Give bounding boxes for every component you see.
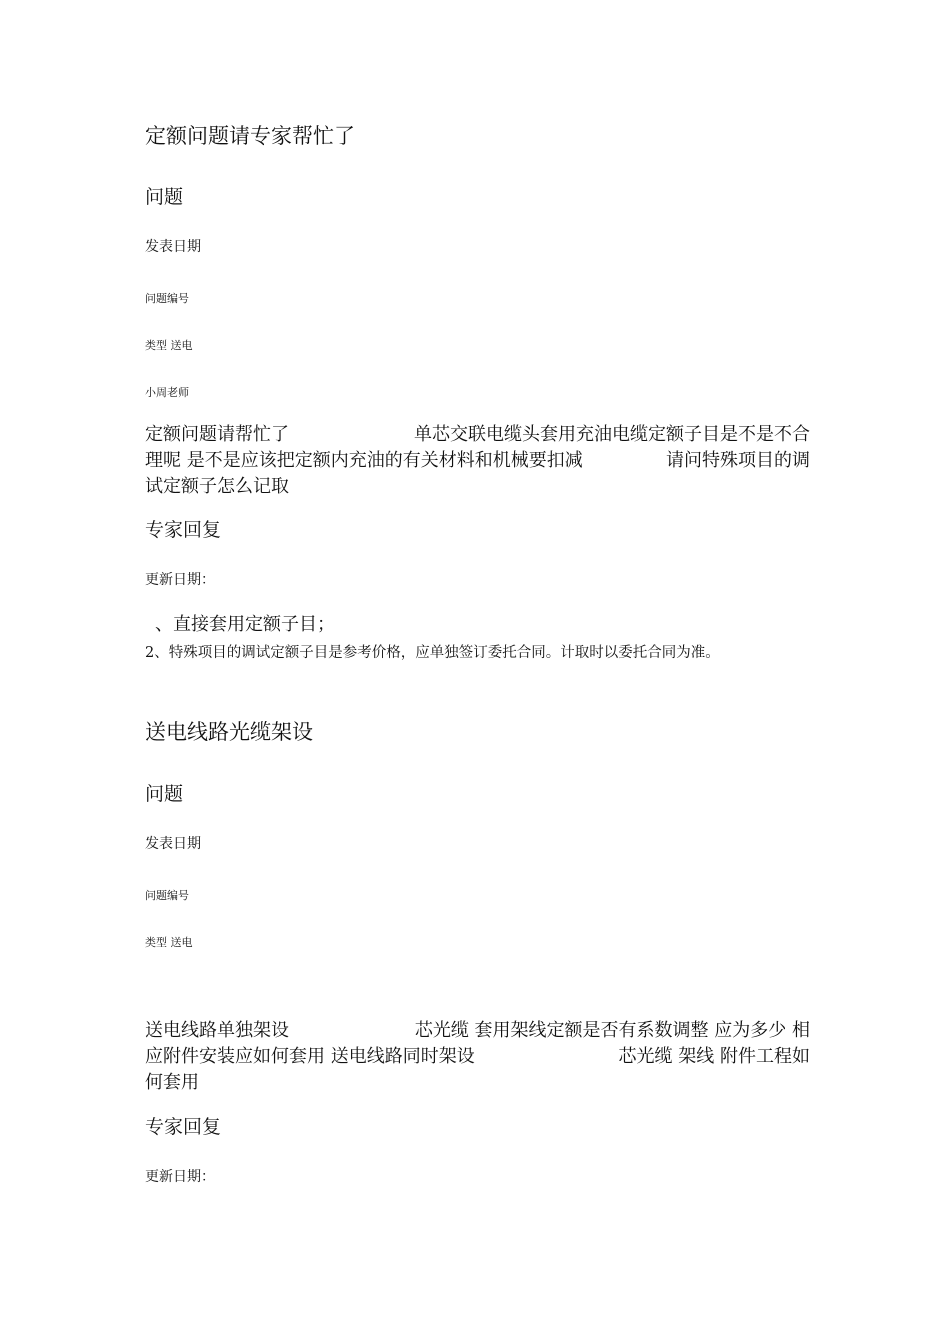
- section1-answer-1: 、直接套用定额子目；: [155, 614, 335, 635]
- section1-number-label: 问题编号: [145, 292, 189, 305]
- body-text: 何套用: [145, 1072, 199, 1093]
- body-line: [145, 474, 810, 500]
- body-line: [145, 1044, 810, 1070]
- section1-question-body: [145, 422, 810, 500]
- body-line: [145, 448, 810, 474]
- section1-date-label: 发表日期: [145, 239, 201, 255]
- section2-date-label: 发表日期: [145, 836, 201, 852]
- body-text: 定额问题请帮忙了: [145, 424, 289, 445]
- section1-author: 小周老师: [145, 386, 189, 399]
- section1-answer-2: 2、特殊项目的调试定额子目是参考价格，应单独签订委托合同。计取时以委托合同为准。: [145, 645, 720, 661]
- body-line: [145, 1018, 810, 1044]
- section2-question-label: 问题: [145, 783, 184, 805]
- section1-question-label: 问题: [145, 186, 184, 208]
- body-text: 芯光缆 套用架线定额是否有系数调整 应为多少 相: [414, 1020, 810, 1041]
- section2-number-label: 问题编号: [145, 889, 189, 902]
- section2-question-body: [145, 1018, 810, 1096]
- body-line: [145, 422, 810, 448]
- body-text: 送电线路单独架设: [145, 1020, 289, 1041]
- body-text: 试定额子怎么记取: [145, 476, 289, 497]
- body-text: 请问特殊项目的调: [666, 450, 810, 471]
- section2-reply-label: 专家回复: [145, 1116, 222, 1138]
- section1-reply-label: 专家回复: [145, 519, 222, 541]
- section1-title: 定额问题请专家帮忙了: [145, 124, 355, 148]
- section2-title: 送电线路光缆架设: [145, 720, 313, 744]
- section1-type-label: 类型 送电: [145, 339, 193, 352]
- body-line: [145, 1070, 810, 1096]
- section1-update-label: 更新日期：: [145, 572, 215, 588]
- body-text: 芯光缆 架线 附件工程如: [618, 1046, 810, 1067]
- body-text: 应附件安装应如何套用 送电线路同时架设: [145, 1046, 475, 1067]
- body-text: 单芯交联电缆头套用充油电缆定额子目是不是不合: [414, 424, 810, 445]
- body-text: 理呢 是不是应该把定额内充油的有关材料和机械要扣减: [145, 450, 583, 471]
- section2-type-label: 类型 送电: [145, 936, 193, 949]
- section2-update-label: 更新日期：: [145, 1169, 215, 1185]
